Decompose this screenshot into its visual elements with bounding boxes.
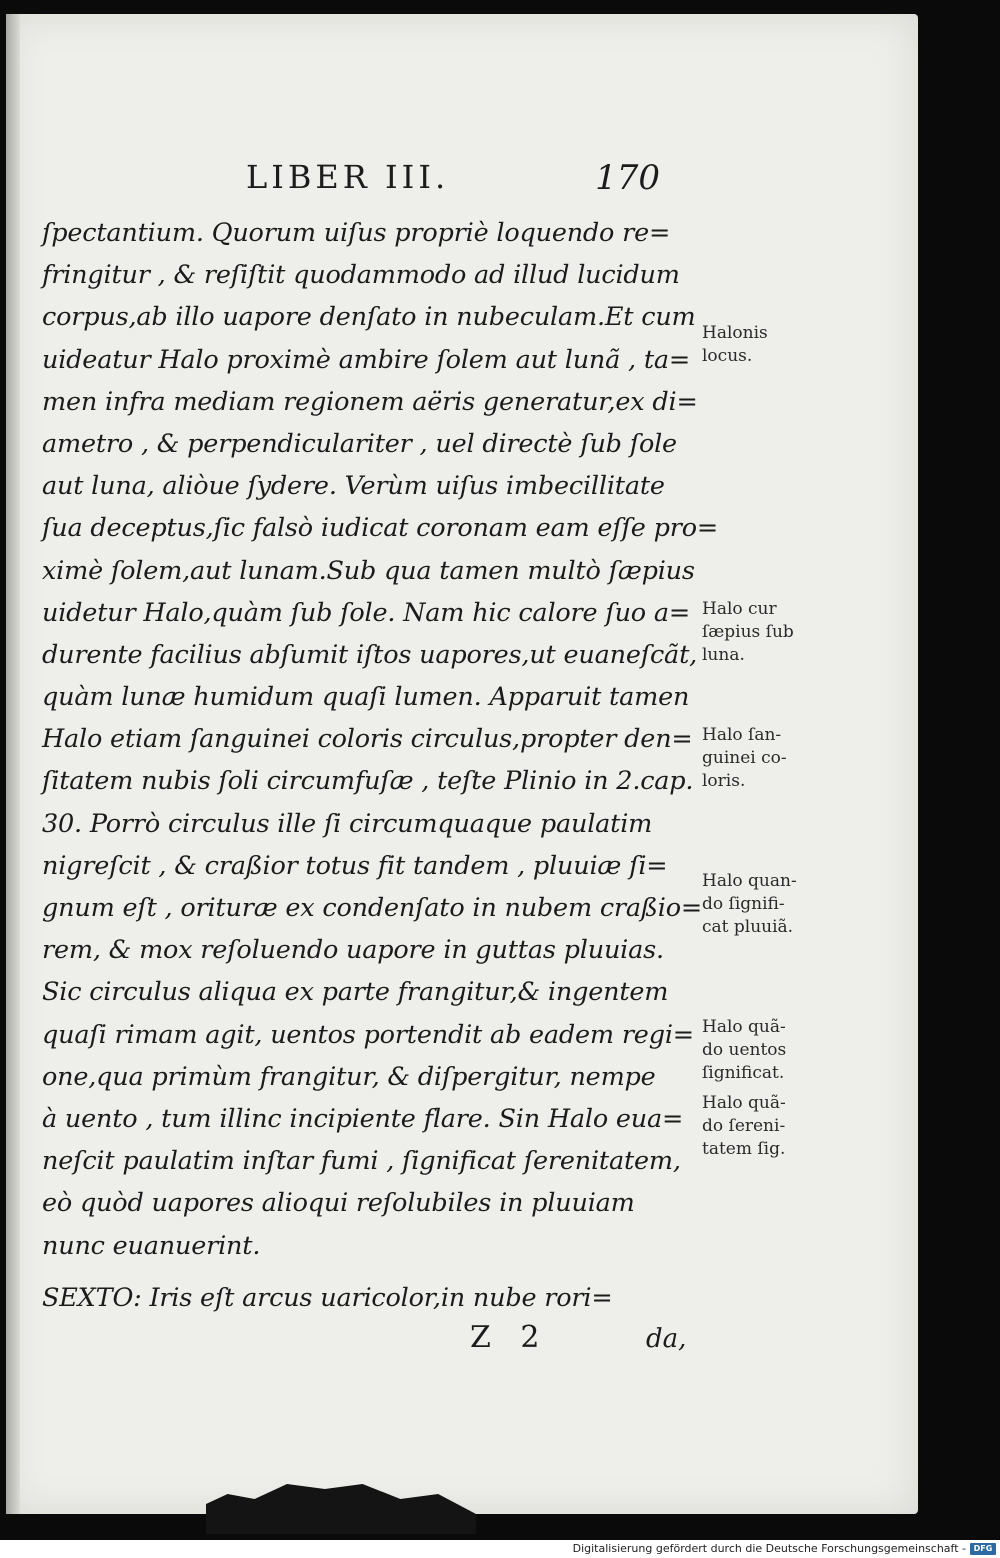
text-line: à uento , tum illinc incipiente flare. Sin Halo eua=	[42, 1103, 684, 1134]
text-line: ſpectantium. Quorum uiſus propriè loquendo re=	[42, 218, 671, 248]
text-line: Halo etiam ſanguinei coloris circulus,propter den=	[42, 724, 693, 755]
text-line: 30. Porrò circulus ille ſi circumquaque paulatim	[42, 808, 653, 839]
text-line: one,qua primùm frangitur, & diſpergitur, nempe	[42, 1061, 656, 1092]
text-line: rem, & mox reſoluendo uapore in guttas pluuias.	[42, 935, 664, 966]
marginal-note: Halo quã- do uentos ſignificat.	[702, 1017, 787, 1083]
marginal-note: Halonis locus.	[702, 323, 768, 366]
marginal-note: Halo ſan- guinei co- loris.	[702, 725, 787, 791]
text-line: uideatur Halo proximè ambire ſolem aut lunã , ta=	[42, 344, 691, 375]
page-gutter	[6, 14, 20, 1514]
credit-bar	[0, 1540, 1000, 1558]
text-line: ſua deceptus,ſic falsò iudicat coronam eam eſſe pro=	[42, 513, 719, 544]
page-header	[246, 158, 666, 202]
text-line: ametro , & perpendiculariter , uel directè ſub ſole	[42, 428, 677, 459]
text-line: uidetur Halo,quàm ſub ſole. Nam hic calore ſuo a=	[42, 597, 691, 628]
dfg-logo: DFG	[970, 1543, 996, 1555]
text-line: Sic circulus aliqua ex parte frangitur,& ingentem	[42, 977, 669, 1008]
text-line: fringitur , & reſiſtit quodammodo ad illud lucidum	[42, 260, 680, 291]
text-line: ſitatem nubis ſoli circumfuſæ , teſte Plinio in 2.cap.	[42, 766, 694, 797]
text-line: nigreſcit , & craßior totus fit tandem , pluuiæ ſi=	[42, 850, 668, 881]
body-text	[42, 212, 719, 1319]
running-title: LIBER III.	[246, 158, 450, 196]
book-page	[6, 14, 918, 1514]
text-line: durente facilius abſumit iſtos uapores,ut euaneſcãt,	[42, 639, 698, 670]
text-line: quaſi rimam agit, uentos portendit ab eadem regi=	[42, 1019, 694, 1050]
text-line: aut luna, aliòue ſydere. Verùm uiſus imbecillitate	[42, 471, 665, 502]
catchword: da,	[646, 1324, 687, 1354]
text-line: men infra mediam regionem aëris generatur,ex di=	[42, 386, 698, 417]
text-line: nunc euanuerint.	[42, 1230, 261, 1261]
text-line: SEXTO: Iris eſt arcus uaricolor,in nube rori=	[42, 1282, 613, 1313]
text-line: neſcit paulatim inſtar fumi , ſignificat ſerenitatem,	[42, 1146, 681, 1177]
signature-mark: Z 2	[470, 1320, 550, 1355]
text-line: quàm lunæ humidum quaſi lumen. Apparuit tamen	[42, 682, 690, 713]
marginal-note: Halo cur ſæpius ſub luna.	[702, 599, 794, 665]
page-damage	[206, 1484, 476, 1534]
marginal-note: Halo quã- do ſereni- tatem ſig.	[702, 1093, 786, 1159]
text-line: ximè ſolem,aut lunam.Sub qua tamen multò ſæpius	[42, 555, 695, 586]
page-number: 170	[595, 158, 660, 198]
text-line: corpus,ab illo uapore denſato in nubeculam.Et cum	[42, 302, 696, 333]
credit-text: Digitalisierung gefördert durch die Deutsche Forschungsgemeinschaft -	[572, 1542, 966, 1555]
marginal-note: Halo quan- do ſignifi- cat pluuiã.	[702, 871, 797, 937]
text-line: eò quòd uapores alioqui reſolubiles in pluuiam	[42, 1188, 635, 1219]
text-line: gnum eſt , orituræ ex condenſato in nubem craßio=	[42, 893, 703, 923]
